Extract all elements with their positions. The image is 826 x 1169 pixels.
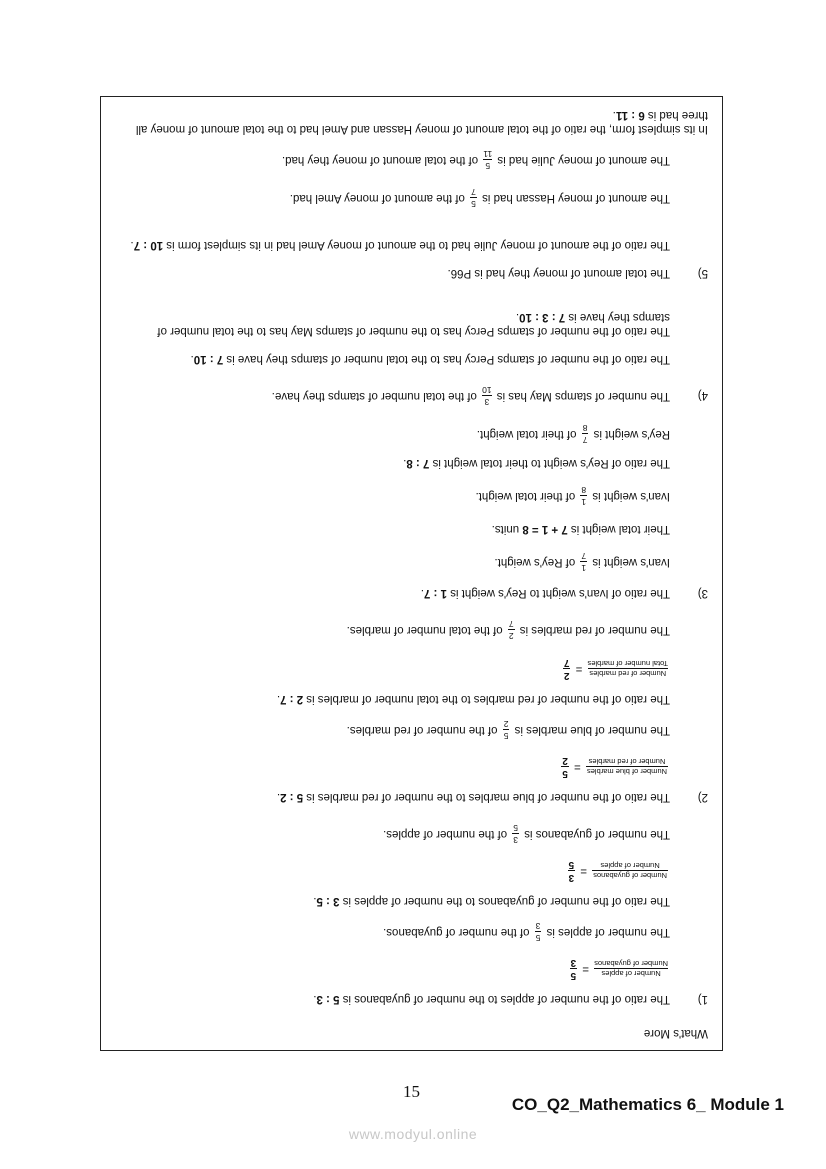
text-line: The ratio of the number of stamps Percy has to the total number of stamps they have is 7 : 10. bbox=[190, 353, 670, 365]
fraction-equation: Number of red marbles Total number of marbles = 2 7 bbox=[563, 657, 668, 681]
fraction-equation: Number of guyabanos Number of apples = 3 5 bbox=[568, 859, 667, 883]
fraction-equation: Number of blue marbles Number of red marbles = 5 2 bbox=[562, 755, 667, 779]
rotated-content bbox=[101, 97, 722, 1050]
fraction: 1 7 bbox=[581, 551, 587, 573]
item-number: 3) bbox=[697, 587, 708, 599]
fraction: 5 3 bbox=[570, 957, 577, 981]
fraction: 2 7 bbox=[563, 657, 570, 681]
fraction: 3 10 bbox=[482, 385, 492, 407]
text-line: Rey's weight is 7 8 of their total weight. bbox=[476, 423, 670, 445]
text-line: The ratio of the number of apples to the number of guyabanos is 5 : 3. bbox=[313, 993, 670, 1005]
text-line: The ratio of Ivan's weight to Rey's weight is 1 : 7. bbox=[420, 587, 670, 599]
fraction: 1 8 bbox=[581, 485, 587, 507]
text-line: The amount of money Hassan had is 5 7 of the amount of money Amel had. bbox=[289, 187, 670, 209]
text-paragraph: The ratio of the amount of money Julie had to the amount of money Amel had in its simplest form is 10 : 7. bbox=[130, 239, 670, 251]
text-line: The ratio of the number of blue marbles to the number of red marbles is 5 : 2. bbox=[276, 791, 670, 803]
item-number: 4) bbox=[697, 389, 708, 401]
fraction: 3 5 bbox=[513, 823, 519, 845]
text-line: The total amount of money they had is P66. bbox=[447, 267, 670, 279]
text-line: The number of apples is 5 3 of the number of guyabanos. bbox=[383, 921, 670, 943]
item-number: 5) bbox=[697, 267, 708, 279]
text-line: Ivan's weight is 1 8 of their total weight. bbox=[475, 485, 670, 507]
fraction: 5 11 bbox=[483, 149, 493, 171]
text-line: The amount of money Julie had is 5 11 of the total amount of money they had. bbox=[281, 149, 670, 171]
text-paragraph: The ratio of the number of stamps Percy has to the number of stamps May has to the total number of stamps they have is 7 : 3 : 10. bbox=[157, 310, 670, 337]
fraction: Number of guyabanos Number of apples bbox=[593, 861, 667, 881]
fraction: 3 5 bbox=[568, 859, 575, 883]
section-title: What's More bbox=[643, 1027, 708, 1039]
text-line: The number of stamps May has is 3 10 of the total number of stamps they have. bbox=[271, 385, 670, 407]
fraction: 5 3 bbox=[535, 921, 541, 943]
text-line: The number of red marbles is 2 7 of the total number of marbles. bbox=[346, 619, 670, 641]
text-line: The number of guyabanos is 3 5 of the number of apples. bbox=[383, 823, 670, 845]
text-line: Their total weight is 7 + 1 = 8 units. bbox=[491, 523, 670, 535]
text-line: The number of blue marbles is 5 2 of the number of red marbles. bbox=[346, 719, 670, 741]
text-line: The ratio of the number of guyabanos to the number of apples is 3 : 5. bbox=[313, 895, 670, 907]
text-line: The ratio of Rey's weight to their total weight is 7 : 8. bbox=[403, 457, 670, 469]
conclusion-paragraph: In its simplest form, the ratio of the total amount of money Hassan and Amel had to the total amount of money all three had is 6 : 11. bbox=[135, 108, 708, 135]
fraction: 7 8 bbox=[582, 423, 588, 445]
page-number: 15 bbox=[403, 1082, 420, 1101]
item-number: 2) bbox=[697, 791, 708, 803]
fraction: 5 2 bbox=[562, 755, 568, 779]
fraction: 5 2 bbox=[503, 719, 509, 741]
text-line: Ivan's weight is 1 7 of Rey's weight. bbox=[494, 551, 670, 573]
content-box bbox=[100, 96, 723, 1051]
fraction: Number of apples Number of guyabanos bbox=[594, 959, 668, 979]
fraction: 5 7 bbox=[471, 187, 476, 209]
text-line: The ratio of the number of red marbles to the total number of marbles is 2 : 7. bbox=[276, 693, 670, 705]
item-number: 1) bbox=[697, 993, 708, 1005]
fraction: Number of red marbles Total number of marbles bbox=[587, 659, 668, 679]
watermark: www.modyul.online bbox=[348, 1126, 478, 1142]
fraction-equation: Number of apples Number of guyabanos = 5 3 bbox=[570, 957, 668, 981]
footer-title: CO_Q2_Mathematics 6_ Module 1 bbox=[511, 1095, 784, 1114]
fraction: 2 7 bbox=[508, 619, 514, 641]
fraction: Number of blue marbles Number of red marbles bbox=[586, 757, 667, 777]
